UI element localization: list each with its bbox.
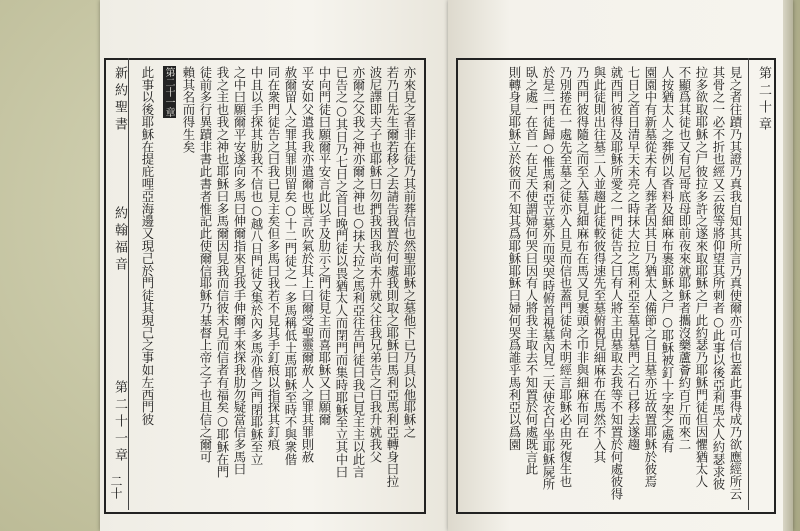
chapter-21-line-1: 此事以後耶穌在提庇哩亞海邊又現己於門徒其現己之事如左西門彼 — [140, 66, 155, 426]
left-col-7: 平安如父遣我我亦遣爾也既言吹氣於其上曰爾受聖靈爾赦人之罪其罪則赦 — [300, 66, 315, 463]
left-col-12: 我之主也我之神也耶穌曰多馬爾因見我而信彼未見而信者有福矣○耶穌在門 — [215, 66, 230, 478]
left-col-4: 亦爾之父我之神亦爾之神也○抹大拉之馬利亞往告門徒曰我已見主主以此言 — [351, 66, 366, 478]
right-col-14: 則轉身見耶穌立於彼而不知其爲耶穌耶穌曰婦何哭爲誰乎馬利亞以爲園 — [507, 66, 522, 451]
right-chapter-label: 第二十章 — [756, 66, 771, 134]
left-col-10: 中且以手探其肋我不信也○越八日門徒又集於內多馬亦偕之門閉耶穌至立 — [249, 66, 264, 466]
left-col-14: 賴其名而得生矣 — [181, 66, 196, 153]
left-col-13: 徒前多行異蹟非書此書者惟記此使爾信耶穌乃基督上帝之子也且信之爾可 — [198, 66, 213, 463]
right-col-4: 不顯爲其徒也又有尼哥底母即前夜來就耶穌者攜沒藥蘆薈約百斤而來二 — [677, 66, 692, 451]
left-col-6: 中向門徒曰願爾平安言此以手及肋示之門徒見主而喜耶穌又曰願爾 — [317, 66, 332, 426]
left-col-8: 赦爾留人之罪其罪則留矣○十二門徒之一多馬稱低土馬耶穌至時不與衆偕 — [283, 66, 298, 466]
right-col-8: 就西門彼得及耶穌所愛之一門徒告之曰有人將主由墓取去我等不知置於何處彼得 — [609, 66, 624, 500]
left-chapter-label: 第二十一章 — [112, 380, 127, 465]
left-page — [100, 0, 448, 531]
right-col-9: 與此徒則出往墓二人並趨此徒較彼得速先至墓俯視見細麻布在馬然不入其 — [592, 66, 607, 463]
left-page-number: 二十 — [109, 475, 123, 499]
right-col-6: 園園中有新墓從未有人葬者因其日乃猶太人備節之日且墓亦近故置耶穌於彼焉 — [643, 66, 658, 488]
left-col-9: 同在衆門徒告之曰我已見主矣但多馬曰我若不見其手釘痕以指探其釘痕 — [266, 66, 281, 451]
translation-name: 約翰福音 — [112, 206, 127, 274]
right-col-11: 乃別捲在一處先至墓之徒亦入且見而信也蓋門徒尙未明經言耶穌必由死復生也 — [558, 66, 573, 488]
left-col-1: 亦來見之者非在徒乃其前葬信也然聖耶穌之墓他下已乃具以他耶穌之 — [402, 66, 417, 438]
right-margin-rule — [748, 58, 749, 510]
right-col-12: 於是二門徒歸○惟馬利亞立墓外而哭哭時俯首視墓內見二天使衣白坐耶穌屍所 — [541, 66, 556, 491]
left-col-2: 若乃日先生爾若移之去請告我置於何處我則取之耶穌曰馬利亞馬利亞轉身曰拉 — [385, 66, 400, 488]
left-col-3: 波尼譯即夫子也耶穌曰勿捫我因我尚未升就父往我兄弟告之曰我升就我父 — [368, 66, 383, 463]
right-text-columns — [462, 66, 744, 506]
chapter-21-lines — [136, 66, 156, 506]
right-col-5: 人按猶太人之葬例以香料及細麻布裹耶穌之尸○耶穌被釘十字架之處有 — [660, 66, 675, 453]
page-edge — [783, 0, 793, 531]
right-col-2: 其骨之一必不折也經又云彼等將仰望其所刺者○此事以後亞利馬太人約瑟求彼 — [711, 66, 726, 491]
right-col-1: 見之者往蹟乃其證乃真我自知其所言乃真使爾亦可信也蓋此事得成乃欲應經所云 — [728, 66, 743, 500]
left-col-5: 已告之○其日乃七日之首日晚門徒以畏猶太人而閉門而集時耶穌至立其中曰 — [334, 66, 349, 478]
right-col-3: 拉多欲取耶穌之尸彼拉多許之遂來取耶穌之尸此約瑟乃耶穌門徒但因懼猶太人 — [694, 66, 709, 488]
left-margin-rule — [128, 58, 129, 510]
chapter-badge: 第二十一章 — [163, 67, 174, 117]
right-col-13: 臥之處一在首一在足天使謂婦何哭曰因有人將我主取去不知置於何處既言此 — [524, 66, 539, 476]
right-col-7: 七日之首日清早天未亮之時抹大拉之馬利亞至墓見墓門之石已移去遂趨 — [626, 66, 641, 451]
right-page — [448, 0, 793, 531]
right-col-10: 乃西門彼得隨之而至入墓見細麻布在馬又見裹頭之巾非與細麻布同在 — [575, 66, 590, 438]
book-title: 新約聖書 — [112, 66, 127, 134]
left-col-11: 之中曰願爾平安遂向多馬曰伸爾指來見我手伸爾手來探我肋勿疑當信多馬曰 — [232, 66, 247, 476]
left-text-columns — [180, 66, 418, 506]
